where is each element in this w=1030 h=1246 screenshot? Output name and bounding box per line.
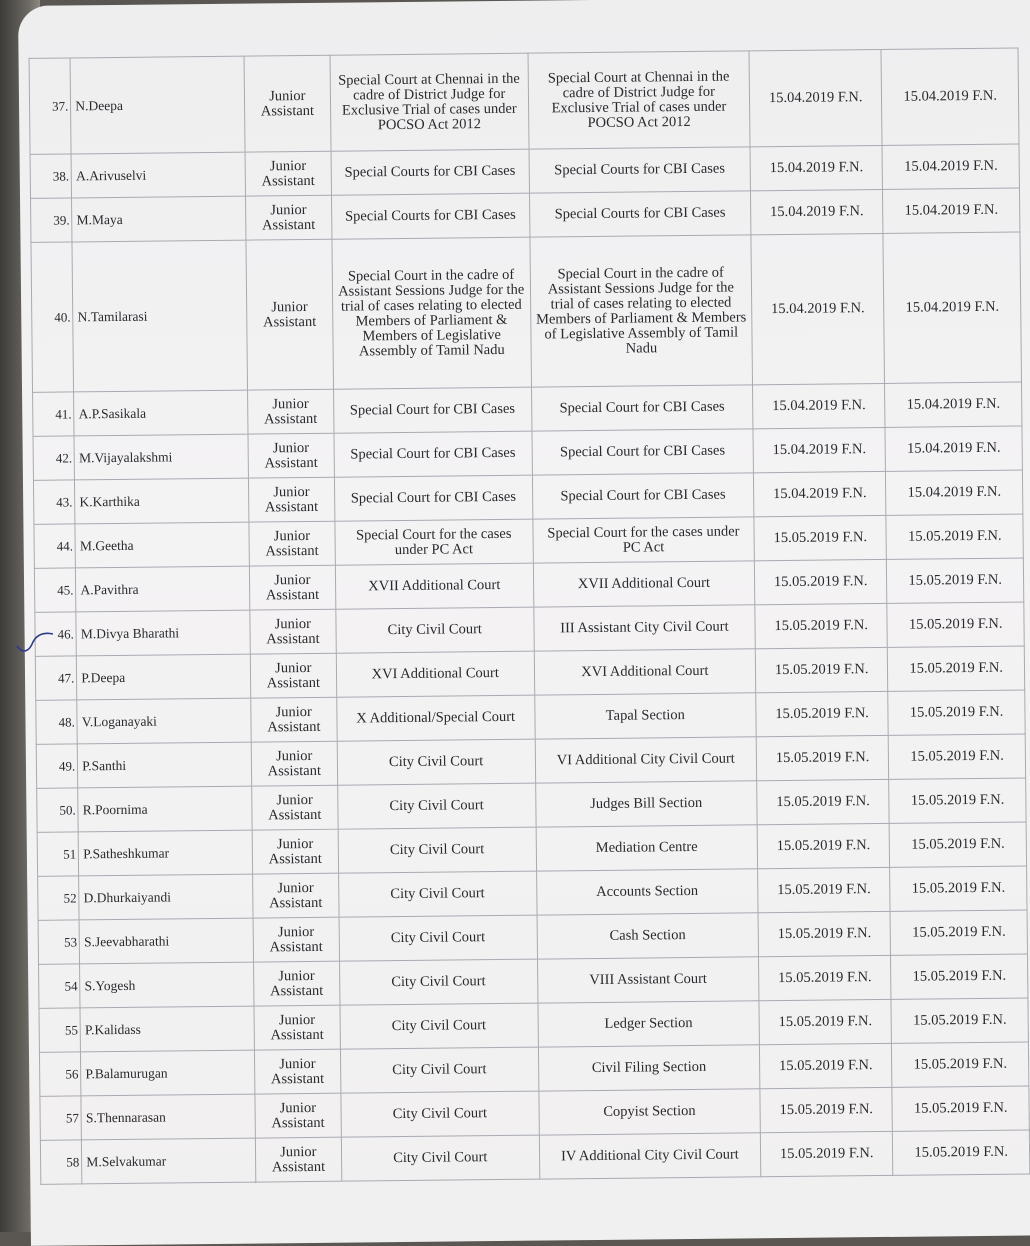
serial-number-cell: 51 [37, 832, 79, 876]
employee-name-cell: D.Dhurkaiyandi [79, 874, 253, 920]
relieve-date-cell: 15.05.2019 F.N. [760, 1087, 893, 1132]
from-court-cell: Special Courts for CBI Cases [331, 193, 529, 239]
designation-cell: Junior Assistant [246, 239, 333, 390]
from-court-cell: Special Court at Chennai in the cadre of District Judge for Exclusive Trial of cases under POCSO Act 2012 [330, 53, 529, 151]
designation-cell: Junior Assistant [249, 565, 335, 610]
join-date-cell: 15.04.2019 F.N. [882, 144, 1019, 189]
employee-name-cell: S.Thennarasan [81, 1094, 255, 1140]
designation-cell: Junior Assistant [255, 1093, 341, 1138]
to-court-cell: VI Additional City Civil Court [535, 737, 757, 783]
to-court-cell: Cash Section [537, 913, 759, 959]
serial-number-cell: 50. [37, 788, 79, 832]
employee-name-cell: A.Arivuselvi [71, 152, 245, 198]
from-court-cell: XVII Additional Court [335, 563, 533, 609]
join-date-cell: 15.05.2019 F.N. [887, 558, 1024, 603]
relieve-date-cell: 15.04.2019 F.N. [751, 233, 885, 384]
to-court-cell: Ledger Section [538, 1001, 760, 1047]
designation-cell: Junior Assistant [254, 1049, 340, 1094]
employee-name-cell: P.Deepa [77, 654, 251, 700]
join-date-cell: 15.04.2019 F.N. [885, 382, 1022, 427]
to-court-cell: VIII Assistant Court [537, 957, 759, 1003]
join-date-cell: 15.05.2019 F.N. [888, 646, 1025, 691]
serial-number-cell: 37. [29, 58, 71, 154]
relieve-date-cell: 15.05.2019 F.N. [758, 867, 891, 912]
from-court-cell: City Civil Court [340, 1047, 538, 1093]
relieve-date-cell: 15.05.2019 F.N. [759, 1043, 892, 1088]
transfer-table [29, 48, 1030, 1185]
serial-number-cell: 46. [35, 612, 77, 656]
to-court-cell: Special Court at Chennai in the cadre of District Judge for Exclusive Trial of cases under POCSO Act 2012 [528, 51, 750, 149]
employee-name-cell: P.Kalidass [80, 1006, 254, 1052]
join-date-cell: 15.04.2019 F.N. [883, 232, 1021, 383]
employee-name-cell: S.Jeevabharathi [79, 918, 253, 964]
to-court-cell: Special Court for CBI Cases [531, 385, 753, 431]
to-court-cell: Special Courts for CBI Cases [529, 147, 751, 193]
relieve-date-cell: 15.05.2019 F.N. [758, 955, 891, 1000]
join-date-cell: 15.05.2019 F.N. [891, 954, 1028, 999]
from-court-cell: Special Courts for CBI Cases [331, 149, 529, 195]
serial-number-cell: 52 [38, 876, 80, 920]
employee-name-cell: M.Geetha [75, 522, 249, 568]
employee-name-cell: V.Loganayaki [77, 698, 251, 744]
from-court-cell: City Civil Court [340, 1003, 538, 1049]
employee-name-cell: A.P.Sasikala [74, 390, 248, 436]
designation-cell: Junior Assistant [245, 151, 331, 196]
relieve-date-cell: 15.05.2019 F.N. [756, 691, 889, 736]
designation-cell: Junior Assistant [248, 433, 334, 478]
from-court-cell: City Civil Court [341, 1135, 539, 1181]
table-row [40, 1130, 1029, 1184]
table-row [31, 232, 1022, 392]
employee-name-cell: M.Selvakumar [82, 1138, 256, 1184]
designation-cell: Junior Assistant [250, 653, 336, 698]
designation-cell: Junior Assistant [252, 829, 338, 874]
to-court-cell: Special Courts for CBI Cases [529, 191, 751, 237]
employee-name-cell: P.Santhi [78, 742, 252, 788]
join-date-cell: 15.05.2019 F.N. [887, 602, 1024, 647]
to-court-cell: XVII Additional Court [533, 561, 755, 607]
join-date-cell: 15.05.2019 F.N. [889, 778, 1026, 823]
designation-cell: Junior Assistant [253, 961, 339, 1006]
table-row [29, 48, 1019, 154]
to-court-cell: Special Court for the cases under PC Act [533, 517, 755, 563]
employee-name-cell: N.Tamilarasi [72, 240, 247, 392]
employee-name-cell: K.Karthika [75, 478, 249, 524]
document-page [18, 0, 1030, 1246]
join-date-cell: 15.05.2019 F.N. [892, 1042, 1029, 1087]
from-court-cell: City Civil Court [338, 827, 536, 873]
join-date-cell: 15.04.2019 F.N. [886, 470, 1023, 515]
from-court-cell: Special Court for CBI Cases [333, 387, 531, 433]
designation-cell: Junior Assistant [249, 521, 335, 566]
serial-number-cell: 41. [33, 392, 75, 436]
from-court-cell: Special Court for CBI Cases [334, 475, 532, 521]
serial-number-cell: 56 [39, 1052, 81, 1096]
to-court-cell: Civil Filing Section [538, 1045, 760, 1091]
join-date-cell: 15.04.2019 F.N. [883, 188, 1020, 233]
to-court-cell: Copyist Section [539, 1089, 761, 1135]
join-date-cell: 15.05.2019 F.N. [890, 866, 1027, 911]
relieve-date-cell: 15.04.2019 F.N. [750, 145, 883, 190]
from-court-cell: X Additional/Special Court [336, 695, 534, 741]
serial-number-cell: 49. [36, 744, 78, 788]
join-date-cell: 15.05.2019 F.N. [890, 910, 1027, 955]
relieve-date-cell: 15.05.2019 F.N. [755, 603, 888, 648]
serial-number-cell: 53 [38, 920, 80, 964]
serial-number-cell: 54 [39, 964, 81, 1008]
designation-cell: Junior Assistant [253, 917, 339, 962]
handwritten-tick-mark [15, 628, 55, 656]
designation-cell: Junior Assistant [251, 697, 337, 742]
relieve-date-cell: 15.05.2019 F.N. [760, 1131, 893, 1176]
relieve-date-cell: 15.05.2019 F.N. [754, 515, 887, 560]
designation-cell: Junior Assistant [244, 55, 331, 152]
employee-name-cell: S.Yogesh [80, 962, 254, 1008]
join-date-cell: 15.05.2019 F.N. [888, 690, 1025, 735]
from-court-cell: City Civil Court [341, 1091, 539, 1137]
serial-number-cell: 58 [40, 1140, 82, 1184]
relieve-date-cell: 15.04.2019 F.N. [753, 427, 886, 472]
employee-name-cell: A.Pavithra [76, 566, 250, 612]
employee-name-cell: M.Divya Bharathi [76, 610, 250, 656]
join-date-cell: 15.05.2019 F.N. [889, 734, 1026, 779]
serial-number-cell: 47. [35, 656, 77, 700]
join-date-cell: 15.04.2019 F.N. [885, 426, 1022, 471]
from-court-cell: City Civil Court [339, 959, 537, 1005]
relieve-date-cell: 15.05.2019 F.N. [758, 911, 891, 956]
designation-cell: Junior Assistant [252, 785, 338, 830]
join-date-cell: 15.05.2019 F.N. [891, 998, 1028, 1043]
to-court-cell: Accounts Section [536, 869, 758, 915]
employee-name-cell: M.Maya [72, 196, 246, 242]
designation-cell: Junior Assistant [248, 477, 334, 522]
join-date-cell: 15.05.2019 F.N. [892, 1086, 1029, 1131]
serial-number-cell: 38. [30, 154, 72, 198]
employee-name-cell: P.Satheshkumar [78, 830, 252, 876]
employee-name-cell: M.Vijayalakshmi [74, 434, 248, 480]
join-date-cell: 15.04.2019 F.N. [881, 48, 1019, 145]
relieve-date-cell: 15.05.2019 F.N. [756, 735, 889, 780]
to-court-cell: Special Court for CBI Cases [532, 473, 754, 519]
designation-cell: Junior Assistant [253, 873, 339, 918]
designation-cell: Junior Assistant [254, 1005, 340, 1050]
from-court-cell: City Civil Court [338, 871, 536, 917]
to-court-cell: Tapal Section [534, 693, 756, 739]
relieve-date-cell: 15.05.2019 F.N. [757, 779, 890, 824]
relieve-date-cell: 15.04.2019 F.N. [749, 49, 882, 146]
relieve-date-cell: 15.05.2019 F.N. [754, 559, 887, 604]
join-date-cell: 15.05.2019 F.N. [886, 514, 1023, 559]
serial-number-cell: 44. [34, 524, 76, 568]
relieve-date-cell: 15.04.2019 F.N. [750, 189, 883, 234]
to-court-cell: XVI Additional Court [534, 649, 756, 695]
employee-name-cell: R.Poornima [78, 786, 252, 832]
serial-number-cell: 39. [31, 198, 73, 242]
from-court-cell: City Civil Court [336, 607, 534, 653]
to-court-cell: Special Court for CBI Cases [532, 429, 754, 475]
relieve-date-cell: 15.05.2019 F.N. [755, 647, 888, 692]
employee-name-cell: N.Deepa [70, 56, 245, 154]
from-court-cell: City Civil Court [337, 739, 535, 785]
designation-cell: Junior Assistant [247, 389, 333, 434]
to-court-cell: Mediation Centre [536, 825, 758, 871]
designation-cell: Junior Assistant [255, 1137, 341, 1182]
relieve-date-cell: 15.05.2019 F.N. [757, 823, 890, 868]
relieve-date-cell: 15.04.2019 F.N. [753, 383, 886, 428]
from-court-cell: Special Court for CBI Cases [334, 431, 532, 477]
serial-number-cell: 40. [31, 242, 74, 392]
to-court-cell: IV Additional City Civil Court [539, 1133, 761, 1179]
designation-cell: Junior Assistant [251, 741, 337, 786]
to-court-cell: Judges Bill Section [535, 781, 757, 827]
transfer-table-body [29, 48, 1030, 1184]
from-court-cell: City Civil Court [337, 783, 535, 829]
employee-name-cell: P.Balamurugan [81, 1050, 255, 1096]
serial-number-cell: 43. [33, 480, 75, 524]
join-date-cell: 15.05.2019 F.N. [889, 822, 1026, 867]
to-court-cell: III Assistant City Civil Court [534, 605, 756, 651]
serial-number-cell: 48. [36, 700, 78, 744]
designation-cell: Junior Assistant [250, 609, 336, 654]
relieve-date-cell: 15.04.2019 F.N. [753, 471, 886, 516]
designation-cell: Junior Assistant [245, 195, 331, 240]
serial-number-cell: 45. [34, 568, 76, 612]
serial-number-cell: 42. [33, 436, 75, 480]
serial-number-cell: 57 [40, 1096, 82, 1140]
relieve-date-cell: 15.05.2019 F.N. [759, 999, 892, 1044]
from-court-cell: XVI Additional Court [336, 651, 534, 697]
from-court-cell: Special Court for the cases under PC Act [335, 519, 533, 565]
serial-number-cell: 55 [39, 1008, 81, 1052]
join-date-cell: 15.05.2019 F.N. [893, 1130, 1030, 1175]
to-court-cell: Special Court in the cadre of Assistant Sessions Judge for the trial of cases relating to elected Members of Parliament & Members of Legislative Assembly of Tamil Nadu [530, 235, 753, 387]
from-court-cell: City Civil Court [339, 915, 537, 961]
from-court-cell: Special Court in the cadre of Assistant Sessions Judge for the trial of cases relating to elected Members of Parliament & Members of Legislative Assembly of Tamil Nadu [332, 237, 532, 389]
